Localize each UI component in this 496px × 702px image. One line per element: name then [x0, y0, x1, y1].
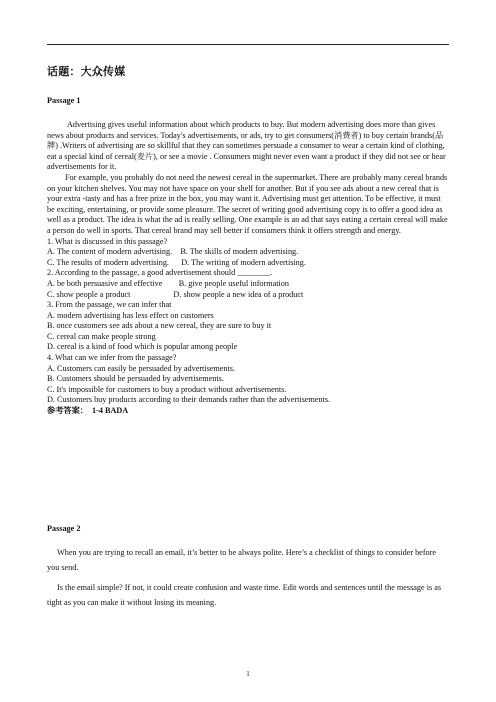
question-4: 4. What can we infer from the passage?: [47, 353, 177, 363]
question-3-option-c: C. cereal can make people strong: [47, 331, 156, 341]
page-title: 话题：大众传媒: [47, 65, 126, 78]
passage2-body: [47, 546, 449, 616]
question-3-option-d: D. cereal is a kind of food which is popular among people: [47, 342, 238, 352]
question-2: 2. According to the passage, a good advertisement should ________.: [47, 268, 273, 278]
passage2-label: Passage 2: [47, 524, 81, 533]
question-3-option-b: B. once customers see ads about a new cereal, they are sure to buy it: [47, 321, 272, 331]
question-1: 1. What is discussed in this passage?: [47, 236, 168, 246]
page-number: 1: [246, 670, 250, 678]
question-4-option-b: B. Customers should be persuaded by advertisements.: [47, 374, 224, 384]
passage2-paragraph-1: When you are trying to recall an email, it’s better to be always polite. Here’s a checklist of things to consider before you send.: [47, 548, 436, 572]
question-4-option-a: A. Customers can easily be persuaded by advertisements.: [47, 363, 236, 373]
question-1-options-ab: A. The content of modern advertising. B. The skills of modern advertising.: [47, 247, 299, 257]
question-1-options-cd: C. The results of modern advertising. D. The writing of modern advertising.: [47, 257, 306, 267]
passage1-paragraph-1: Advertising gives useful information about which products to buy. But modern advertising does more than gives news about products and services. Today's advertisements, or ads, try to get consumers(消费者) to buy certain brands(品牌) .Writers of advertising are so skillful that they can sometimes persuade a consumer to wear a certain kind of clothing, eat a special kind of cereal(麦片), or see a movie . Consumers might never even want a product if they did not see or hear advertisements for it.: [47, 120, 446, 172]
question-4-option-d: D. Customers buy products according to their demands rather than the advertisements.: [47, 395, 331, 405]
header-rule: [47, 44, 449, 45]
passage2-paragraph-2: Is the email simple? If not, it could create confusion and waste time. Edit words and sentences until the message is as tight as you can make it without losing its meaning.: [47, 583, 442, 607]
answer-key: 参考答案： 1-4 BADA: [47, 406, 129, 416]
question-2-options-cd: C. show people a product D. show people a new idea of a product: [47, 289, 304, 299]
question-2-options-ab: A. be both persuasive and effective B. give people useful information: [47, 278, 289, 288]
question-3: 3. From the passage, we can infer that: [47, 300, 172, 310]
passage1-label: Passage 1: [47, 96, 81, 105]
question-3-option-a: A. modern advertising has less effect on customers: [47, 310, 214, 320]
question-list: [47, 237, 449, 417]
passage1-paragraph-2: For example, you probably do not need the newest cereal in the supermarket. There are probably many cereal brands on your kitchen shelves. You may not have space on your shelf for another. But if you see ads about a new cereal that is your extra -tasty and has a free prize in the box, you may want it. Advertising must get attention. To be effective, it must be exciting, entertaining, or provide some pleasure. The secret of writing good advertising copy is to offer a good idea as well as a product. The idea is what the ad is really selling. One example is an ad that says eating a certain cereal will make a person do well in sports. That cereal brand may sell better if consumers think it offers strength and energy.: [47, 172, 448, 235]
passage1-body: [47, 120, 449, 417]
question-4-option-c: C. It's impossible for customers to buy a product without advertisements.: [47, 384, 287, 394]
